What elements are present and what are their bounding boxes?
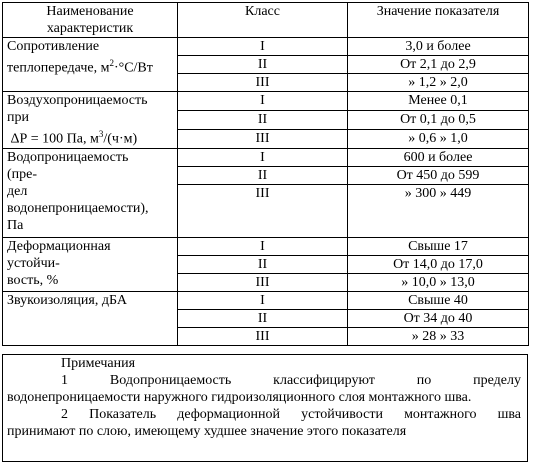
- class-cell: III: [178, 184, 348, 237]
- class-cell: III: [178, 129, 348, 148]
- class-cell: III: [178, 74, 348, 92]
- note-2-text: принимают по слою, имеющему худшее значение этого показателя: [7, 424, 407, 439]
- note-1-first-line: 1 Водопроницаемость классифицируют по пределу: [61, 373, 521, 388]
- table-row: [3, 291, 529, 309]
- notes-block: [2, 354, 528, 462]
- notes-title: Примечания: [61, 356, 136, 371]
- class-cell: III: [178, 273, 348, 291]
- class-cell: II: [178, 56, 348, 74]
- value-cell: От 0,1 до 0,5: [348, 110, 529, 129]
- characteristics-table: [2, 2, 529, 346]
- value-cell: От 450 до 599: [348, 166, 529, 184]
- value-cell: 3,0 и более: [348, 38, 529, 56]
- value-cell: » 300 » 449: [348, 184, 529, 237]
- table-row: [3, 148, 529, 166]
- value-cell: От 14,0 до 17,0: [348, 255, 529, 273]
- class-cell: I: [178, 291, 348, 309]
- row-name-thermal: Сопротивление теплопередаче, $м^2\cdot^\circ С/Вт$: [3, 38, 178, 92]
- row-name-water-permeability: Водопроницаемость (пре- дел водонепроницаемости), Па: [3, 148, 178, 237]
- class-cell: II: [178, 110, 348, 129]
- value-cell: От 2,1 до 2,9: [348, 56, 529, 74]
- header-class: Класс: [178, 3, 348, 38]
- table-row: [3, 92, 529, 111]
- table-header-row: [3, 3, 529, 38]
- value-cell: » 10,0 » 13,0: [348, 273, 529, 291]
- note-1-text: водонепроницаемости наружного гидроизоляционного слоя монтажного шва.: [7, 390, 472, 405]
- class-cell: II: [178, 166, 348, 184]
- class-cell: II: [178, 309, 348, 327]
- header-value: Значение показателя: [348, 3, 529, 38]
- table-row: [3, 237, 529, 255]
- value-cell: 600 и более: [348, 148, 529, 166]
- table-row: [3, 38, 529, 56]
- class-cell: I: [178, 237, 348, 255]
- class-cell: III: [178, 327, 348, 345]
- row-name-air-permeability: Воздухопроницаемость при ΔР = 100 Па, $м^3/(ч\cdot м)$: [3, 92, 178, 149]
- row-name-sound-insulation: Звукоизоляция, дБА: [3, 291, 178, 345]
- class-cell: I: [178, 148, 348, 166]
- class-cell: II: [178, 255, 348, 273]
- value-cell: Менее 0,1: [348, 92, 529, 111]
- note-2-first-line: 2 Показатель деформационной устойчивости монтажного шва: [61, 407, 521, 422]
- class-cell: I: [178, 38, 348, 56]
- value-cell: » 1,2 » 2,0: [348, 74, 529, 92]
- row-name-deformation: Деформационная устойчи- вость, %: [3, 237, 178, 291]
- class-cell: I: [178, 92, 348, 111]
- value-cell: » 0,6 » 1,0: [348, 129, 529, 148]
- value-cell: » 28 » 33: [348, 327, 529, 345]
- header-name: Наименование характеристик: [3, 3, 178, 38]
- value-cell: Свыше 17: [348, 237, 529, 255]
- value-cell: От 34 до 40: [348, 309, 529, 327]
- value-cell: Свыше 40: [348, 291, 529, 309]
